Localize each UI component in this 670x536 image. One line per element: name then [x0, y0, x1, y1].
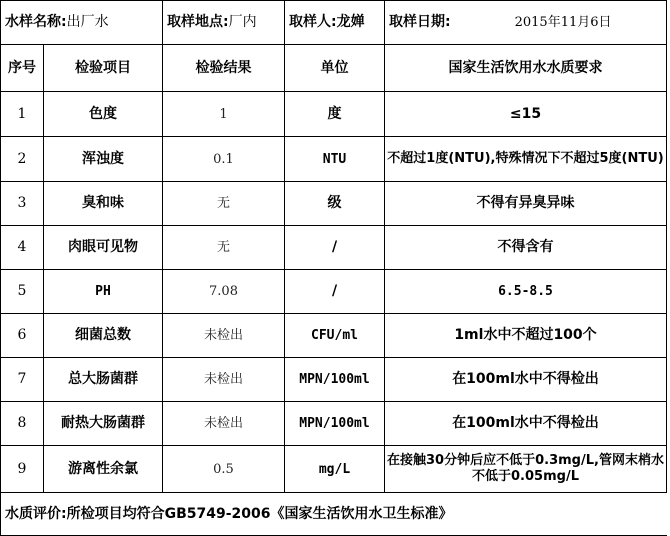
test-item: 细菌总数: [44, 314, 163, 358]
test-item: 总大肠菌群: [44, 358, 163, 402]
sampler-value: 龙婵: [336, 14, 365, 30]
test-item: 耐热大肠菌群: [44, 402, 163, 446]
table-row: [1, 358, 667, 402]
column-header-row: [1, 45, 667, 92]
test-result: 1: [163, 92, 285, 137]
test-item: 肉眼可见物: [44, 226, 163, 270]
quality-standard: 在100ml水中不得检出: [385, 358, 667, 402]
test-unit: MPN/100ml: [285, 358, 385, 402]
table-row: [1, 446, 667, 493]
test-result: 无: [163, 226, 285, 270]
table-row: [1, 226, 667, 270]
row-number: 3: [1, 182, 44, 226]
quality-standard: 在100ml水中不得检出: [385, 402, 667, 446]
row-number: 9: [1, 446, 44, 493]
test-unit: MPN/100ml: [285, 402, 385, 446]
row-number: 7: [1, 358, 44, 402]
test-result: 未检出: [163, 358, 285, 402]
test-item: PH: [44, 270, 163, 314]
quality-standard: 1ml水中不超过100个: [385, 314, 667, 358]
sampling-date-value: 2015年11月6日: [514, 15, 612, 30]
column-header-item: 检验项目: [44, 45, 163, 92]
sampling-date-cell: [385, 1, 667, 45]
row-number: 5: [1, 270, 44, 314]
sampling-location-label: 取样地点:: [167, 14, 229, 30]
quality-standard: ≤15: [385, 92, 667, 137]
sample-name-cell: [1, 1, 163, 45]
row-number: 4: [1, 226, 44, 270]
table-row: [1, 137, 667, 182]
sample-name-value: 出厂水: [66, 14, 109, 30]
sample-info-row: [1, 1, 667, 45]
sampler-cell: [285, 1, 385, 45]
row-number: 6: [1, 314, 44, 358]
test-result: 7.08: [163, 270, 285, 314]
test-result: 未检出: [163, 402, 285, 446]
test-result: 0.5: [163, 446, 285, 493]
sample-name-label: 水样名称:: [5, 14, 67, 30]
evaluation-row: [1, 493, 667, 536]
sampler-label: 取样人:: [289, 14, 337, 30]
test-unit: CFU/ml: [285, 314, 385, 358]
row-number: 1: [1, 92, 44, 137]
test-unit: /: [285, 226, 385, 270]
test-unit: mg/L: [285, 446, 385, 493]
column-header-unit: 单位: [285, 45, 385, 92]
quality-standard: 6.5-8.5: [385, 270, 667, 314]
test-item: 色度: [44, 92, 163, 137]
sampling-location-cell: [163, 1, 285, 45]
column-header-result: 检验结果: [163, 45, 285, 92]
test-result: 无: [163, 182, 285, 226]
row-number: 8: [1, 402, 44, 446]
sampling-date-label: 取样日期:: [389, 14, 451, 30]
test-result: 未检出: [163, 314, 285, 358]
table-row: [1, 270, 667, 314]
sampling-location-value: 厂内: [228, 14, 257, 30]
test-item: 臭和味: [44, 182, 163, 226]
table-row: [1, 314, 667, 358]
test-unit: /: [285, 270, 385, 314]
table-row: [1, 402, 667, 446]
column-header-standard: 国家生活饮用水水质要求: [385, 45, 667, 92]
test-item: 浑浊度: [44, 137, 163, 182]
quality-standard: 在接触30分钟后应不低于0.3mg/L,管网末梢水不低于0.05mg/L: [385, 446, 667, 493]
test-unit: NTU: [285, 137, 385, 182]
table-row: [1, 92, 667, 137]
water-quality-evaluation: 水质评价:所检项目均符合GB5749-2006《国家生活饮用水卫生标准》: [1, 493, 667, 536]
test-unit: 级: [285, 182, 385, 226]
test-result: 0.1: [163, 137, 285, 182]
column-header-no: 序号: [1, 45, 44, 92]
test-item: 游离性余氯: [44, 446, 163, 493]
quality-standard: 不超过1度(NTU),特殊情况下不超过5度(NTU): [385, 137, 667, 182]
quality-standard: 不得含有: [385, 226, 667, 270]
test-unit: 度: [285, 92, 385, 137]
table-row: [1, 182, 667, 226]
quality-standard: 不得有异臭异味: [385, 182, 667, 226]
row-number: 2: [1, 137, 44, 182]
